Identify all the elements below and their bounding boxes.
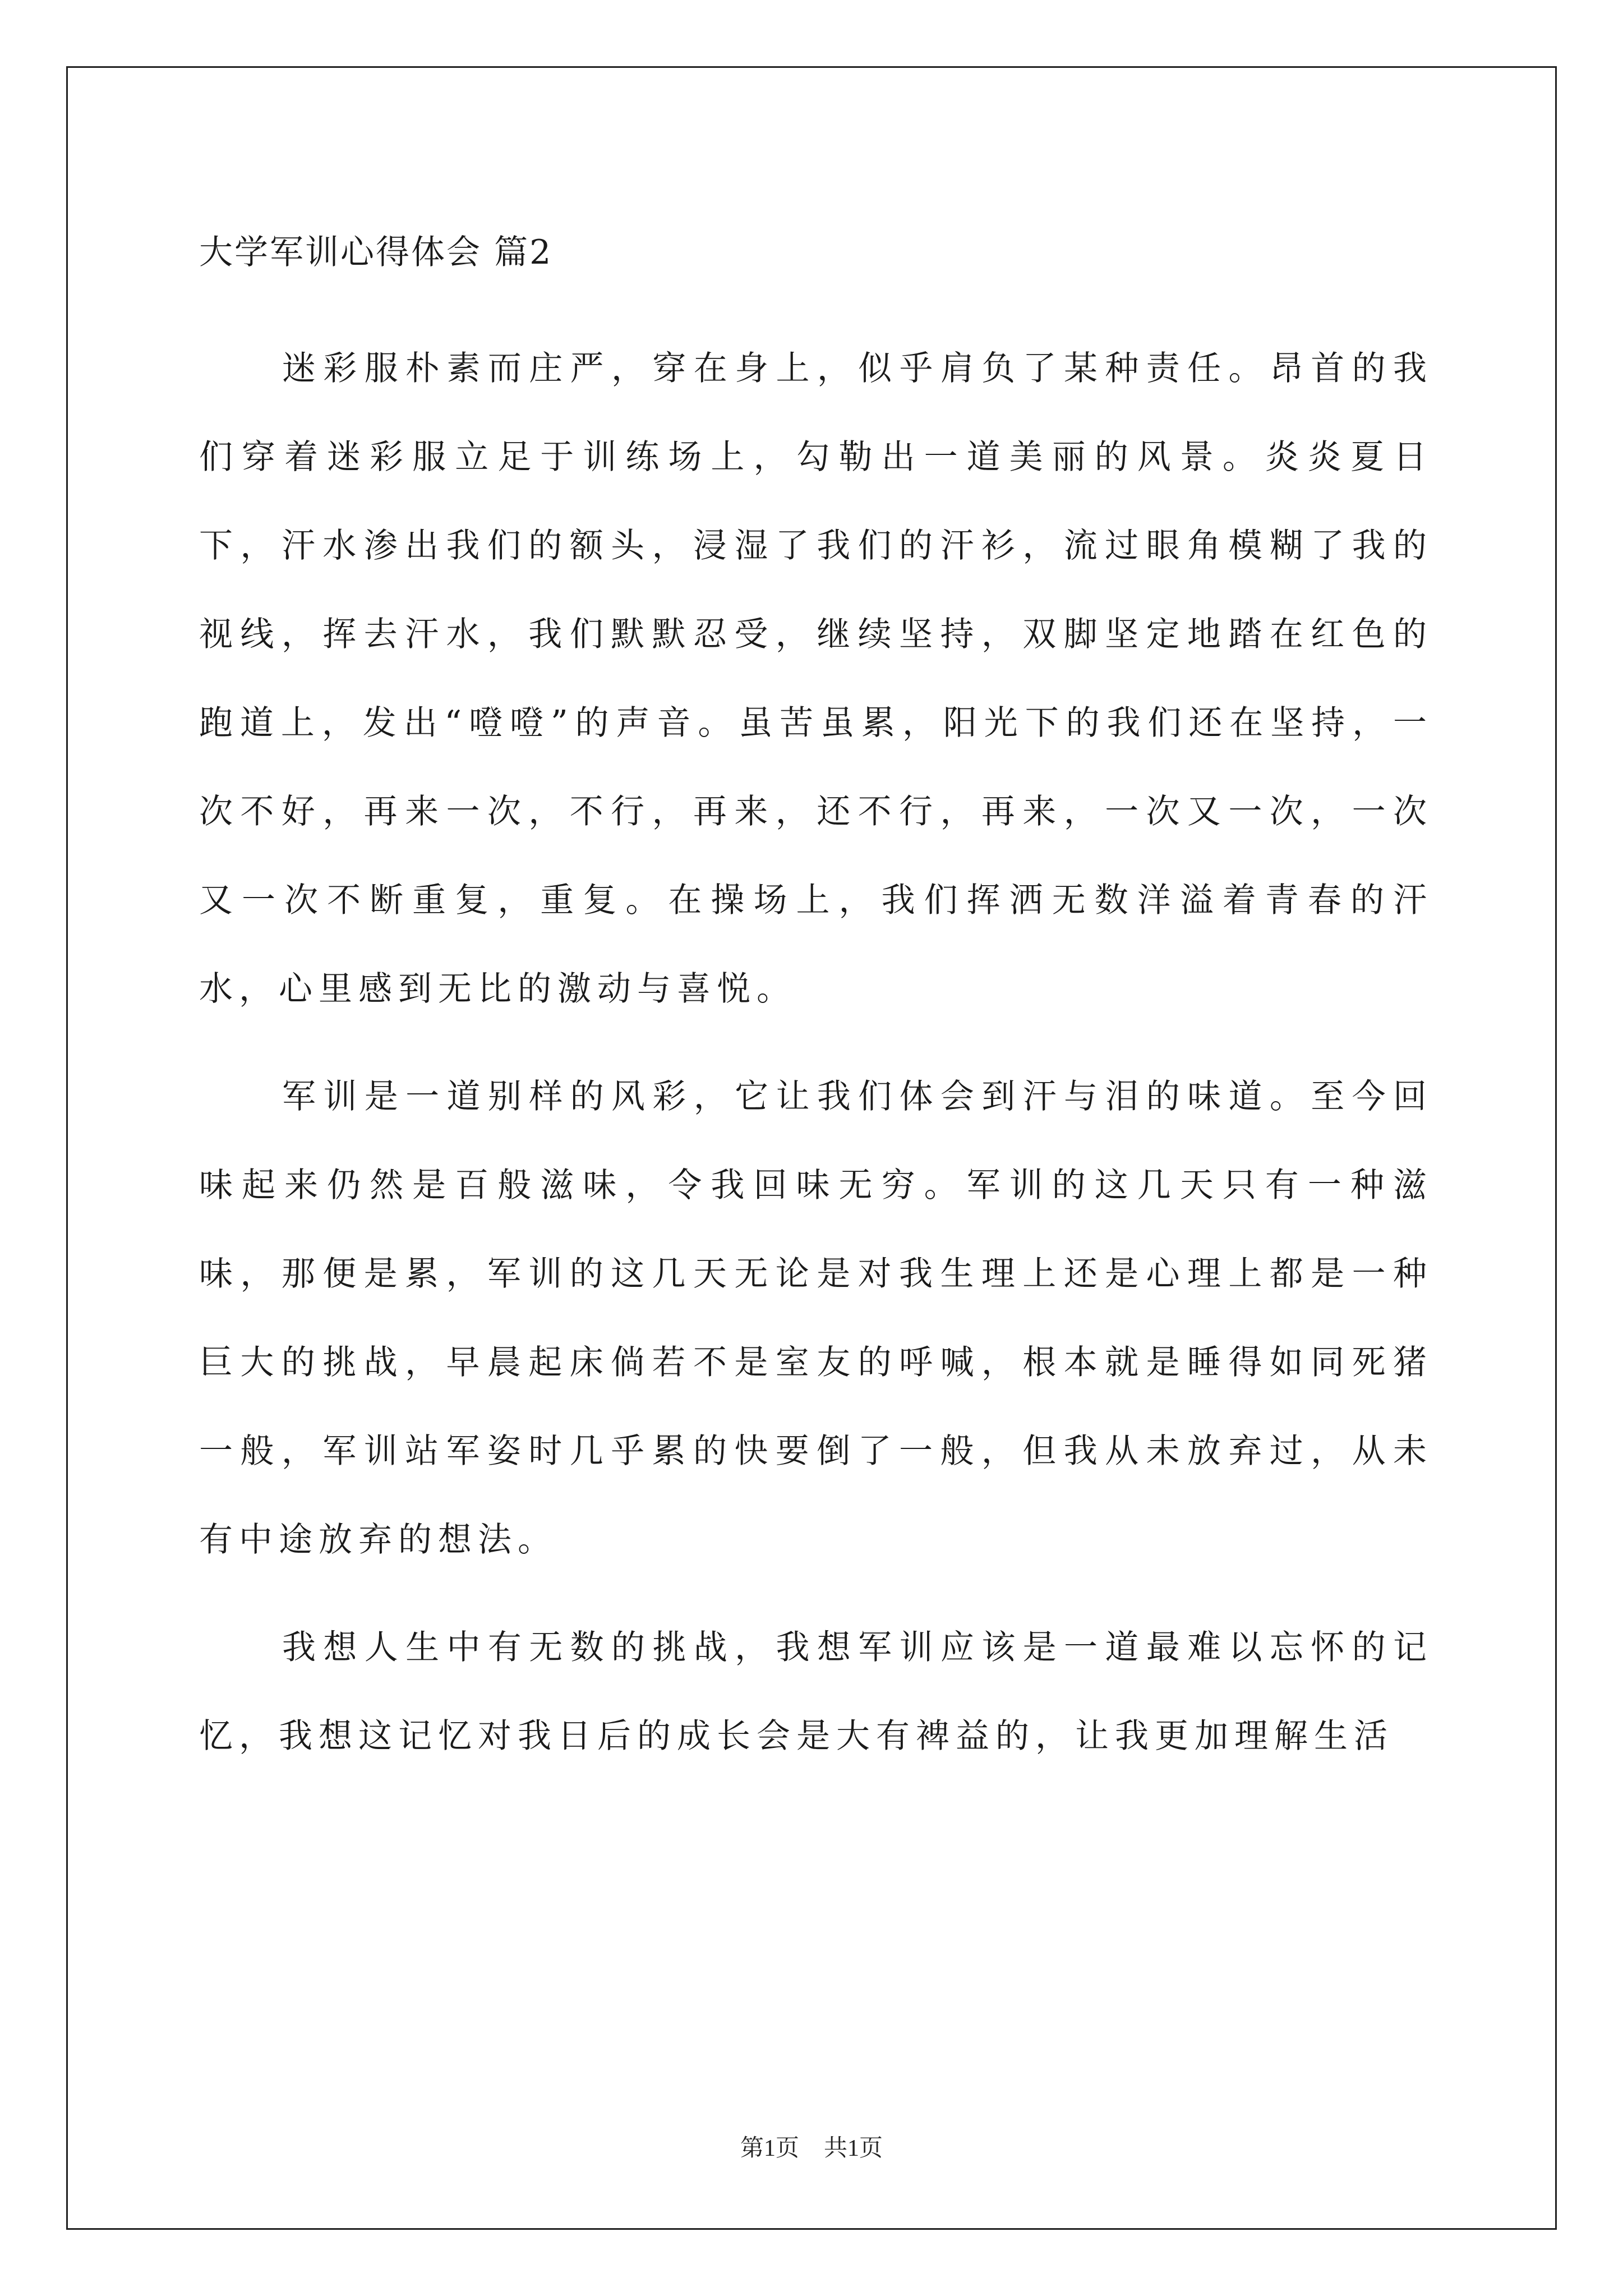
page-footer <box>0 2132 1623 2165</box>
page-total: 共1页 <box>824 2136 883 2161</box>
page-number: 第1页 <box>740 2136 799 2161</box>
paragraph-2: 军训是一道别样的风彩，它让我们体会到汗与泪的味道。至今回味起来仍然是百般滋味，令我回味无穷。军训的这几天只有一种滋味，那便是累，军训的这几天无论是对我生理上还是心理上都是一种巨大的挑战，早晨起床倘若不是室友的呼喊，根本就是睡得如同死猪一般，军训站军姿时几乎累的快要倒了一般，但我从未放弃过，从未有中途放弃的想法。 <box>199 1077 1433 1559</box>
document-title: 大学军训心得体会 篇2 <box>199 233 553 272</box>
paragraph-3: 我想人生中有无数的挑战，我想军训应该是一道最难以忘怀的记忆，我想这记忆对我日后的成长会是大有裨益的，让我更加理解生活 <box>199 1628 1433 1756</box>
paragraph-1: 迷彩服朴素而庄严，穿在身上，似乎肩负了某种责任。昂首的我们穿着迷彩服立足于训练场上，勾勒出一道美丽的风景。炎炎夏日下，汗水渗出我们的额头，浸湿了我们的汗衫，流过眼角模糊了我的视线，挥去汗水，我们默默忍受，继续坚持，双脚坚定地踏在红色的跑道上，发出“噔噔”的声音。虽苦虽累，阳光下的我们还在坚持，一次不好，再来一次，不行，再来，还不行，再来，一次又一次，一次又一次不断重复，重复。在操场上，我们挥洒无数洋溢着青春的汗水，心里感到无比的激动与喜悦。 <box>199 349 1433 1009</box>
document-body <box>199 324 1433 1780</box>
